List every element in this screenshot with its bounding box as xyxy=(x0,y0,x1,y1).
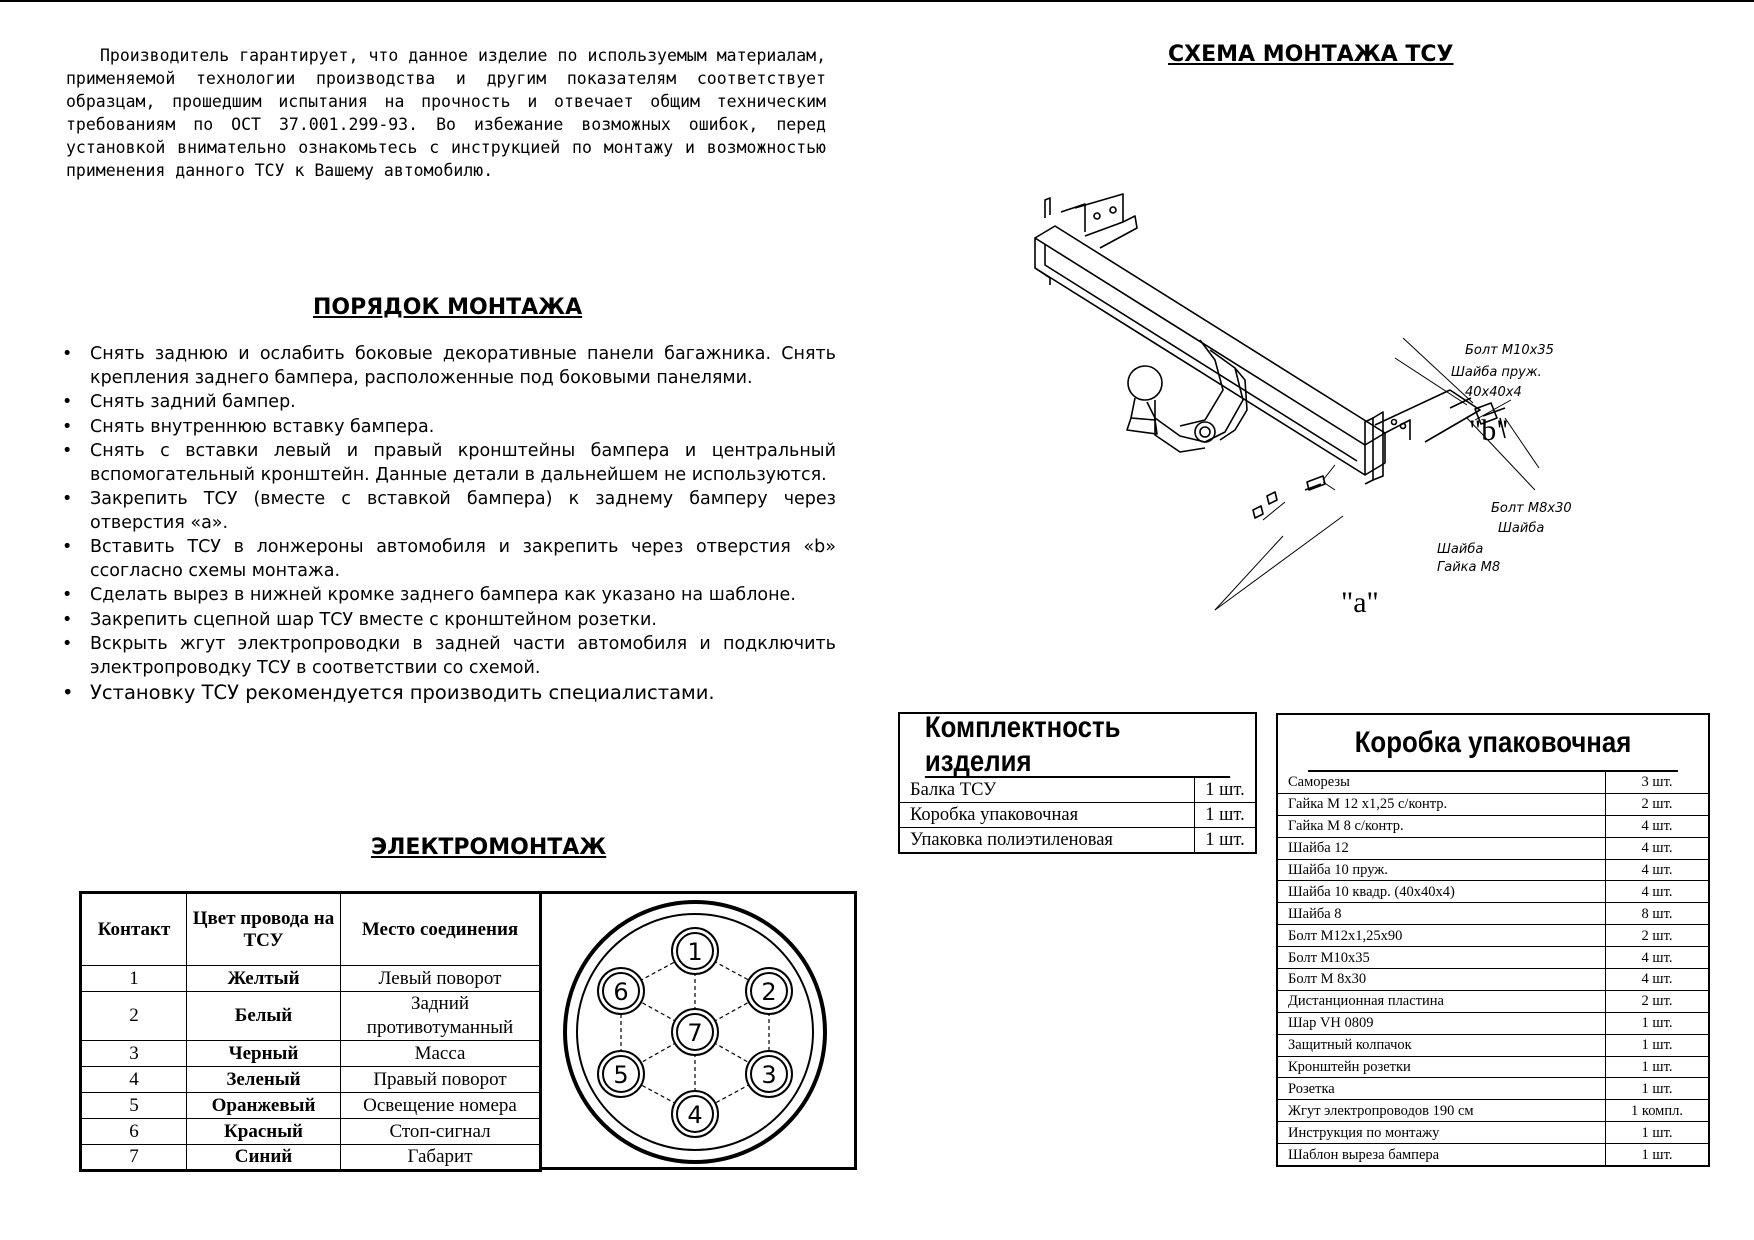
bullet: • xyxy=(62,681,74,704)
table-row xyxy=(1278,990,1708,1012)
item-qty: 1 шт. xyxy=(1606,1056,1709,1078)
step-text: Сделать вырез в нижней кромке заднего бампера как указано на шаблоне. xyxy=(90,585,796,605)
table-row xyxy=(81,992,541,1041)
wire-color: Синий xyxy=(187,1145,341,1171)
item-qty: 4 шт. xyxy=(1606,859,1709,881)
table-row xyxy=(1278,1144,1708,1165)
item-qty: 2 шт. xyxy=(1606,990,1709,1012)
connection-place: Стоп-сигнал xyxy=(341,1119,541,1145)
electrical-heading: ЭЛЕКТРОМОНТАЖ xyxy=(371,835,607,860)
item-qty: 1 шт. xyxy=(1606,1122,1709,1144)
item-name: Кронштейн розетки xyxy=(1278,1056,1606,1078)
connection-place: Правый поворот xyxy=(341,1067,541,1093)
step-text: Закрепить сцепной шар ТСУ вместе с кронштейном розетки. xyxy=(90,609,657,630)
label-b: "b" xyxy=(1469,414,1509,447)
list-item xyxy=(60,391,836,415)
label-bolt-m10: Болт М10х35 xyxy=(1465,343,1554,358)
item-name: Шайба 10 пруж. xyxy=(1278,859,1606,881)
header-connection: Место соединения xyxy=(341,893,541,966)
item-name: Защитный колпачок xyxy=(1278,1034,1606,1056)
item-name: Коробка упаковочная xyxy=(900,803,1195,828)
table-row xyxy=(81,1093,541,1119)
item-qty: 3 шт. xyxy=(1606,772,1709,793)
table-row xyxy=(1278,925,1708,947)
item-qty: 4 шт. xyxy=(1606,947,1709,969)
label-washer-spring: Шайба пруж. xyxy=(1451,365,1542,380)
connection-place: Левый поворот xyxy=(341,966,541,992)
list-item xyxy=(60,609,836,633)
table-row xyxy=(1278,1012,1708,1034)
item-qty: 1 шт. xyxy=(1606,1034,1709,1056)
table-row xyxy=(1278,947,1708,969)
step-text: Снять с вставки левый и правый кронштейны бампера и центральный вспомогательный кронштейн. Данные детали в дальнейшем не используются. xyxy=(90,441,836,485)
table-row xyxy=(1278,903,1708,925)
item-name: Болт М12х1,25х90 xyxy=(1278,925,1606,947)
scheme-heading: СХЕМА МОНТАЖА ТСУ xyxy=(1168,42,1454,67)
label-washer-square: 40х40х4 xyxy=(1465,385,1522,400)
item-name: Балка ТСУ xyxy=(910,779,997,800)
label-washer: Шайба xyxy=(1498,521,1545,536)
item-name: Шайба 10 квадр. (40х40х4) xyxy=(1278,881,1606,903)
bullet: • xyxy=(62,441,73,461)
item-name: Жгут электропроводов 190 см xyxy=(1278,1100,1606,1122)
step-text: Снять задний бампер. xyxy=(90,392,296,412)
wire-color: Желтый xyxy=(187,966,341,992)
item-qty: 4 шт. xyxy=(1606,837,1709,859)
list-item xyxy=(60,488,836,535)
header-wire-color: Цвет провода на ТСУ xyxy=(187,893,341,966)
bullet: • xyxy=(62,344,73,364)
table-row xyxy=(1278,859,1708,881)
pin-label: 1 xyxy=(687,938,703,966)
step-text: Снять внутреннюю вставку бампера. xyxy=(90,416,435,437)
table-header-row xyxy=(81,893,541,966)
box-title: Коробка упаковочная xyxy=(1308,715,1678,772)
item-qty: 1 шт. xyxy=(1195,803,1256,828)
step-text: Установку ТСУ рекомендуется производить специалистами. xyxy=(90,681,715,704)
item-qty: 8 шт. xyxy=(1606,903,1709,925)
table-row xyxy=(1278,1100,1708,1122)
item-qty: 2 шт. xyxy=(1606,793,1709,815)
bullet: • xyxy=(62,634,73,654)
list-item xyxy=(60,584,836,608)
wire-color: Зеленый xyxy=(187,1067,341,1093)
label-a: "a" xyxy=(1341,586,1379,619)
contact-number: 5 xyxy=(81,1093,187,1119)
contact-number: 6 xyxy=(81,1119,187,1145)
pin-label: 2 xyxy=(761,978,777,1006)
pin-label: 5 xyxy=(613,1061,629,1089)
item-qty: 1 шт. xyxy=(1606,1144,1709,1165)
wire-color: Белый xyxy=(187,992,341,1041)
pin-label: 7 xyxy=(687,1019,703,1047)
pin-label: 3 xyxy=(761,1061,777,1089)
step-text: Снять заднюю и ослабить боковые декоративные панели багажника. Снять крепления заднего бампера, расположенные под боковыми панелями. xyxy=(90,344,836,388)
table-row xyxy=(900,828,1255,853)
table-row xyxy=(1278,1078,1708,1100)
pin-label: 6 xyxy=(613,978,629,1006)
table-row xyxy=(81,1145,541,1171)
socket-pinout-diagram xyxy=(539,894,854,1170)
table-row xyxy=(81,1041,541,1067)
kit-title: Комплектность изделия xyxy=(925,714,1230,778)
item-name: Шаблон выреза бампера xyxy=(1278,1144,1606,1165)
contact-number: 2 xyxy=(81,992,187,1041)
wire-color: Черный xyxy=(187,1041,341,1067)
step-text: Вскрыть жгут электропроводки в задней части автомобиля и подключить электропроводку ТСУ в соответствии со схемой. xyxy=(90,634,836,678)
table-row xyxy=(81,1067,541,1093)
item-name: Шайба 8 xyxy=(1278,903,1606,925)
table-row xyxy=(81,966,541,992)
item-name: Упаковка полиэтиленовая xyxy=(900,828,1195,853)
item-name: Гайка М 8 с/контр. xyxy=(1278,815,1606,837)
label-washer-2: Шайба xyxy=(1437,542,1484,557)
bullet: • xyxy=(62,392,73,412)
item-name: Дистанционная пластина xyxy=(1278,990,1606,1012)
table-row xyxy=(900,803,1255,828)
box-contents-table xyxy=(1276,713,1710,1167)
label-nut-m8: Гайка М8 xyxy=(1437,560,1501,575)
table-row xyxy=(1278,1034,1708,1056)
list-item xyxy=(60,440,836,487)
contact-number: 7 xyxy=(81,1145,187,1171)
table-row xyxy=(1278,837,1708,859)
bullet: • xyxy=(62,537,73,557)
item-qty: 4 шт. xyxy=(1606,815,1709,837)
item-name: Инструкция по монтажу xyxy=(1278,1122,1606,1144)
kit-table xyxy=(898,712,1257,854)
table-row xyxy=(1278,881,1708,903)
contact-number: 4 xyxy=(81,1067,187,1093)
table-row xyxy=(900,778,1255,803)
towbar-installation-drawing xyxy=(1005,190,1625,630)
item-name: Болт М10х35 xyxy=(1278,947,1606,969)
pin-label: 4 xyxy=(687,1101,703,1129)
item-name: Розетка xyxy=(1278,1078,1606,1100)
step-text: Вставить ТСУ в лонжероны автомобиля и закрепить через отверстия «b» ссогласно схемы монтажа. xyxy=(90,537,836,581)
list-item xyxy=(60,343,836,390)
list-item xyxy=(60,416,836,440)
connection-place: Габарит xyxy=(341,1145,541,1171)
item-qty: 1 шт. xyxy=(1195,828,1256,853)
item-name: Саморезы xyxy=(1288,774,1350,791)
label-bolt-m8: Болт М8х30 xyxy=(1491,501,1572,516)
table-row xyxy=(81,1119,541,1145)
item-qty: 1 шт. xyxy=(1606,1012,1709,1034)
item-qty: 4 шт. xyxy=(1606,969,1709,991)
warranty-paragraph: Производитель гарантирует, что данное изделие по используемым материалам, применяемой технологии производства и другим показателям соответствует образцам, прошедшим испытания на прочность и отвечает общим техническим требованиям по ОСТ 37.001.299-93. Во избежание возможных ошибок, перед установкой внимательно ознакомьтесь с инструкцией по монтажу и возможностью применения данного ТСУ к Вашему автомобилю. xyxy=(66,46,826,180)
item-name: Гайка М 12 х1,25 с/контр. xyxy=(1278,793,1606,815)
header-contact: Контакт xyxy=(81,893,187,966)
nut-m8 xyxy=(1253,506,1263,518)
left-bracket xyxy=(1045,198,1050,218)
item-qty: 1 компл. xyxy=(1606,1100,1709,1122)
item-qty: 1 шт. xyxy=(1606,1078,1709,1100)
item-name: Болт М 8х30 xyxy=(1278,969,1606,991)
tow-ball xyxy=(1128,366,1162,400)
wiring-table xyxy=(79,891,542,1172)
table-row xyxy=(1278,815,1708,837)
order-heading: ПОРЯДОК МОНТАЖА xyxy=(313,295,583,320)
bullet: • xyxy=(62,585,73,605)
connection-place: Масса xyxy=(341,1041,541,1067)
wire-color: Оранжевый xyxy=(187,1093,341,1119)
item-qty: 2 шт. xyxy=(1606,925,1709,947)
connection-place: Освещение номера xyxy=(341,1093,541,1119)
towbar-beam xyxy=(1035,238,1365,475)
table-row xyxy=(1278,793,1708,815)
table-row xyxy=(1278,969,1708,991)
wire-color: Красный xyxy=(187,1119,341,1145)
installation-steps xyxy=(60,343,836,706)
table-row xyxy=(1278,772,1708,793)
item-qty: 4 шт. xyxy=(1606,881,1709,903)
socket-diagram-cell xyxy=(539,891,857,1170)
list-item xyxy=(60,536,836,583)
table-row xyxy=(1278,1056,1708,1078)
table-row xyxy=(1278,1122,1708,1144)
item-name: Шайба 12 xyxy=(1278,837,1606,859)
bullet: • xyxy=(62,609,73,630)
step-text: Закрепить ТСУ (вместе с вставкой бампера) к заднему бамперу через отверстия «а». xyxy=(90,489,836,533)
diagram-labels xyxy=(1341,343,1572,619)
contact-number: 1 xyxy=(81,966,187,992)
connection-place: Задний противотуманный xyxy=(341,992,541,1041)
list-item xyxy=(60,681,836,705)
item-qty: 1 шт. xyxy=(1195,778,1256,803)
item-name: Шар VH 0809 xyxy=(1278,1012,1606,1034)
list-item xyxy=(60,633,836,680)
bullet: • xyxy=(62,489,73,509)
bullet: • xyxy=(62,416,73,437)
top-border xyxy=(0,0,1754,2)
contact-number: 3 xyxy=(81,1041,187,1067)
